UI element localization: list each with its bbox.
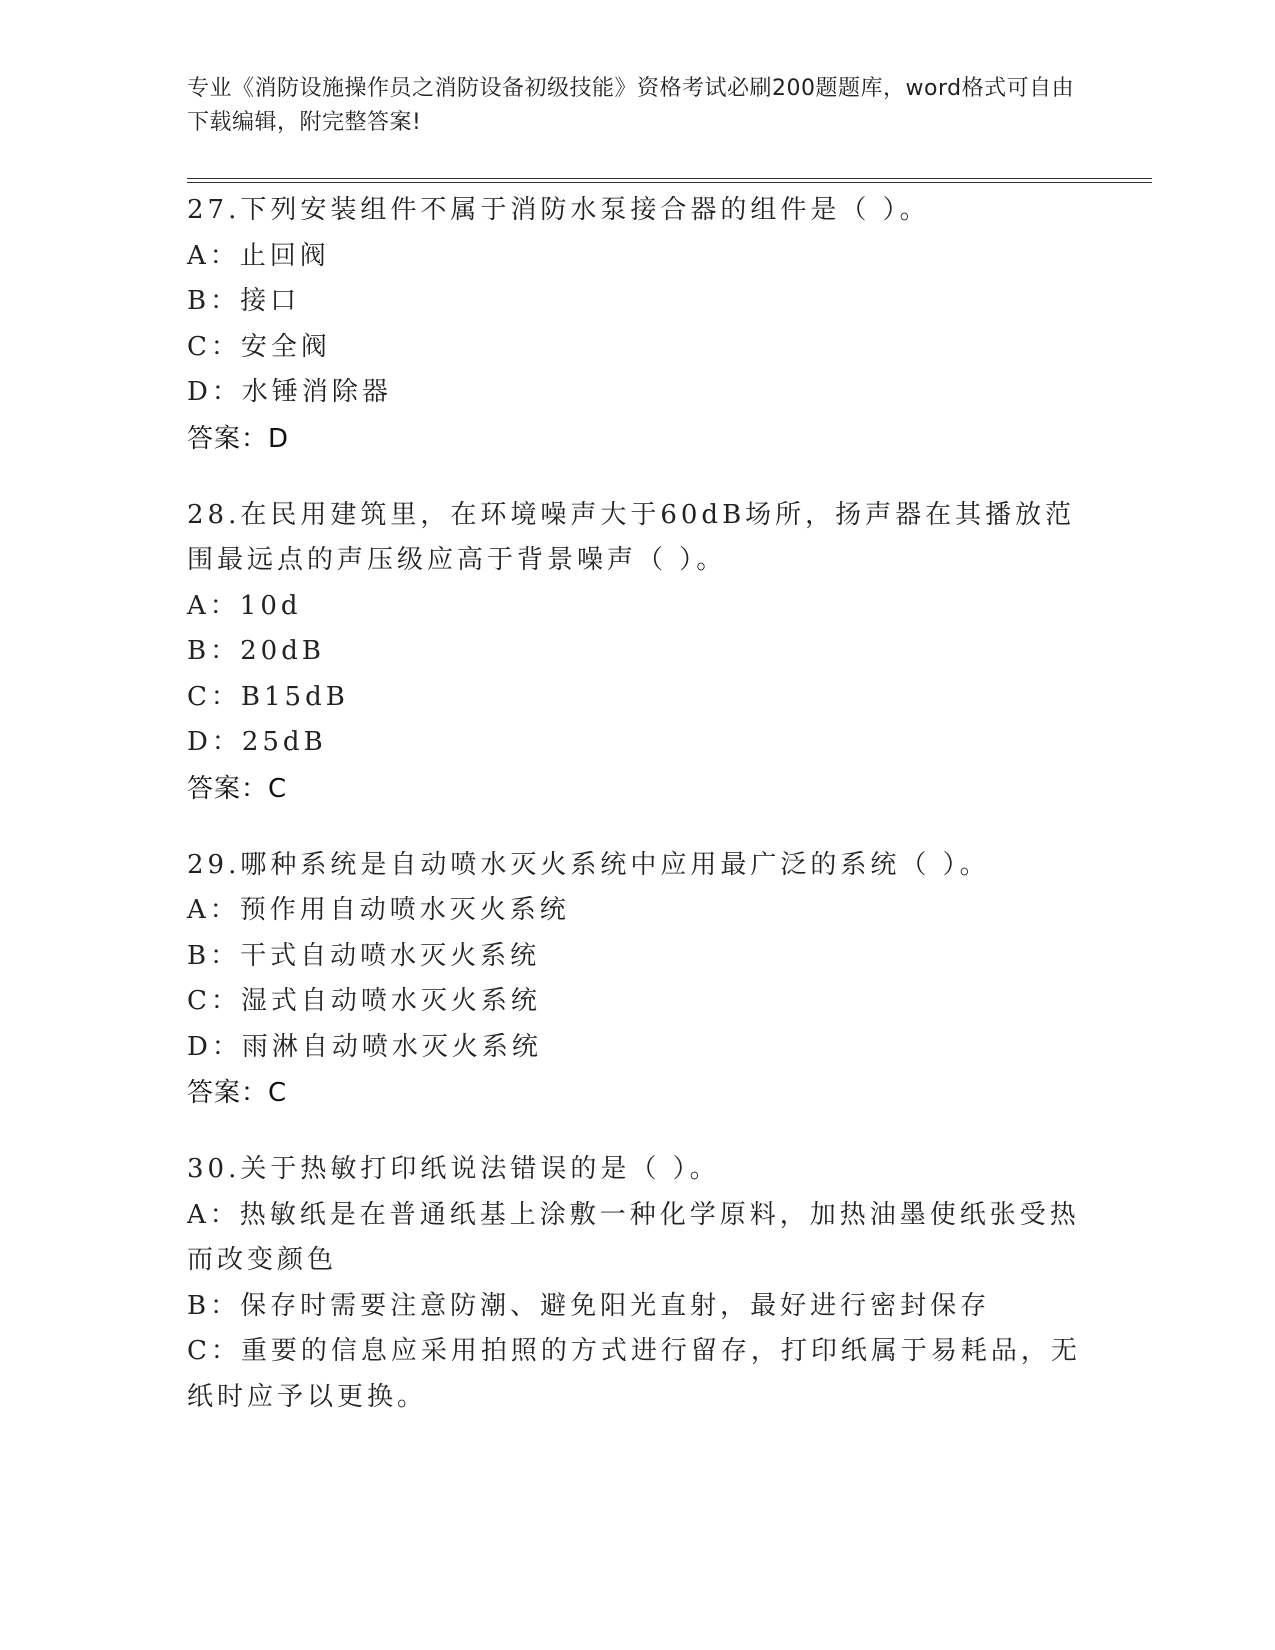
option-a: A：止回阀 bbox=[187, 240, 330, 271]
option-c: C：湿式自动喷水灭火系统 bbox=[187, 986, 541, 1016]
option-a: A：10d bbox=[187, 590, 302, 621]
question-list bbox=[187, 188, 1087, 1451]
header-divider bbox=[187, 178, 1152, 183]
option-c: C：安全阀 bbox=[187, 331, 331, 362]
option-b: B：保存时需要注意防潮、避免阳光直射，最好进行密封保存 bbox=[187, 1290, 991, 1321]
question-28 bbox=[187, 493, 1087, 812]
option-c: C：B15dB bbox=[187, 681, 349, 712]
document-intro: 专业《消防设施操作员之消防设备初级技能》资格考试必刷200题题库，word格式可自由下载编辑，附完整答案! bbox=[187, 76, 1075, 135]
question-30 bbox=[187, 1147, 1087, 1420]
option-d: D：25dB bbox=[187, 727, 327, 757]
option-b: B：接口 bbox=[187, 286, 301, 316]
option-d: D：雨淋自动喷水灭火系统 bbox=[187, 1031, 542, 1062]
answer-label: 答案：D bbox=[187, 423, 290, 454]
question-27 bbox=[187, 188, 1087, 462]
option-c: C：重要的信息应采用拍照的方式进行留存，打印纸属于易耗品，无纸时应予以更换。 bbox=[187, 1336, 1081, 1412]
document-page bbox=[187, 0, 1152, 1650]
question-stem: 30.关于热敏打印纸说法错误的是（ ）。 bbox=[187, 1154, 720, 1184]
question-stem: 27.下列安装组件不属于消防水泵接合器的组件是（ ）。 bbox=[187, 195, 930, 225]
question-29 bbox=[187, 843, 1087, 1117]
option-b: B：20dB bbox=[187, 636, 325, 666]
option-d: D：水锤消除器 bbox=[187, 377, 392, 407]
option-a: A：热敏纸是在普通纸基上涂敷一种化学原料，加热油墨使纸张受热而改变颜色 bbox=[187, 1199, 1080, 1275]
answer-label: 答案：C bbox=[187, 1078, 288, 1108]
option-a: A：预作用自动喷水灭火系统 bbox=[187, 895, 570, 925]
answer-label: 答案：C bbox=[187, 773, 288, 804]
question-stem: 29.哪种系统是自动喷水灭火系统中应用最广泛的系统（ ）。 bbox=[187, 849, 990, 880]
question-stem: 28.在民用建筑里，在环境噪声大于60dB场所，扬声器在其播放范围最远点的声压级应高于背景噪声（ ）。 bbox=[187, 499, 1076, 575]
option-b: B：干式自动喷水灭火系统 bbox=[187, 940, 541, 971]
